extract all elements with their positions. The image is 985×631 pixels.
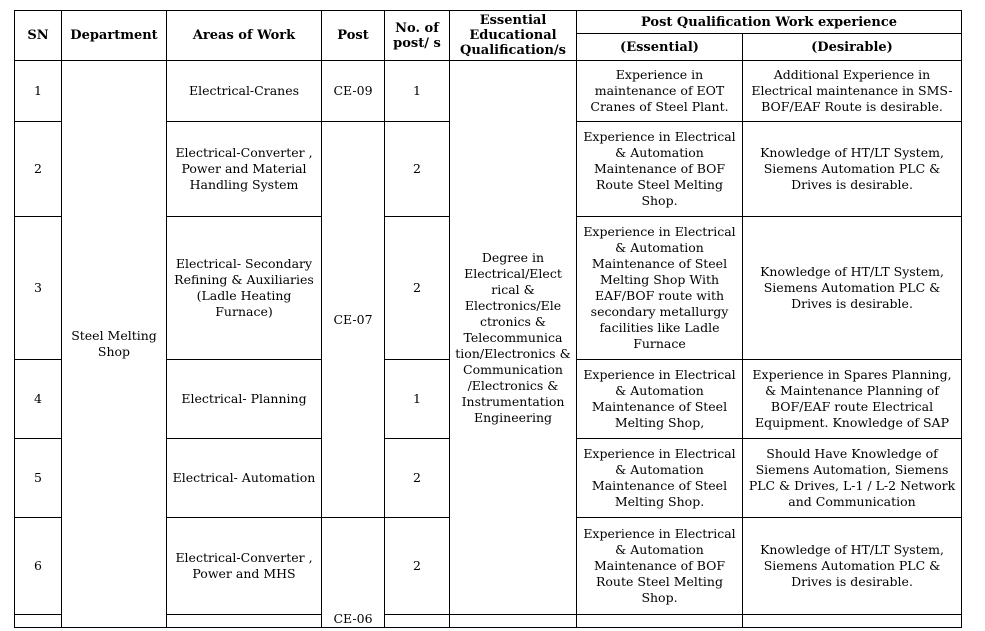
cell-desirable: Knowledge of HT/LT System, Siemens Automation PLC & Drives is desirable. — [743, 217, 962, 360]
cell-area: Electrical- Planning — [167, 360, 322, 439]
cell-sn: 6 — [15, 518, 62, 615]
cell-essential: Experience in Electrical & Automation Maintenance of Steel Melting Shop, — [577, 360, 743, 439]
header-areas-of-work: Areas of Work — [167, 11, 322, 61]
cell-count: 1 — [385, 360, 450, 439]
cell-sn: 3 — [15, 217, 62, 360]
cell-department: Steel Melting Shop — [62, 61, 167, 628]
cell-count: 2 — [385, 217, 450, 360]
header-desirable: (Desirable) — [743, 34, 962, 61]
cell-essential: Experience in Electrical & Automation Maintenance of Steel Melting Shop With EAF/BOF route with secondary metallurgy facilities like Ladle Furnace — [577, 217, 743, 360]
cell-desirable: Knowledge of HT/LT System, Siemens Automation PLC & Drives is desirable. — [743, 518, 962, 615]
header-qualification: Essential Educational Qualification/s — [450, 11, 577, 61]
cell-qualification — [450, 615, 577, 628]
cell-count: 2 — [385, 122, 450, 217]
header-experience-group: Post Qualification Work experience — [577, 11, 962, 34]
cell-sn: 4 — [15, 360, 62, 439]
cell-sn: 1 — [15, 61, 62, 122]
cell-area: Electrical-Converter , Power and Material Handling System — [167, 122, 322, 217]
cell-count: 1 — [385, 61, 450, 122]
cell-desirable: Knowledge of HT/LT System, Siemens Automation PLC & Drives is desirable. — [743, 122, 962, 217]
cell-desirable — [743, 615, 962, 628]
header-sn: SN — [15, 11, 62, 61]
cell-sn: 2 — [15, 122, 62, 217]
recruitment-table — [14, 10, 962, 628]
cell-area: Electrical- Secondary Refining & Auxiliaries (Ladle Heating Furnace) — [167, 217, 322, 360]
header-department: Department — [62, 11, 167, 61]
header-post: Post — [322, 11, 385, 61]
table-row — [15, 61, 962, 122]
header-essential: (Essential) — [577, 34, 743, 61]
cell-qualification: Degree in Electrical/Elect rical & Electronics/Ele ctronics & Telecommunica tion/Electronics & Communication /Electronics & Instrumentation Engineering — [450, 61, 577, 615]
cell-essential: Experience in Electrical & Automation Maintenance of BOF Route Steel Melting Shop. — [577, 122, 743, 217]
cell-post: CE-09 — [322, 61, 385, 122]
cell-essential: Experience in Electrical & Automation Maintenance of BOF Route Steel Melting Shop. — [577, 518, 743, 615]
cell-post: CE-06 — [322, 518, 385, 628]
cell-desirable: Experience in Spares Planning, & Maintenance Planning of BOF/EAF route Electrical Equipment. Knowledge of SAP — [743, 360, 962, 439]
cell-desirable: Should Have Knowledge of Siemens Automation, Siemens PLC & Drives, L-1 / L-2 Network and Communication — [743, 439, 962, 518]
cell-sn — [15, 615, 62, 628]
cell-count: 2 — [385, 439, 450, 518]
cell-sn: 5 — [15, 439, 62, 518]
cell-count: 2 — [385, 518, 450, 615]
cell-essential: Experience in Electrical & Automation Maintenance of Steel Melting Shop. — [577, 439, 743, 518]
cell-post: CE-07 — [322, 122, 385, 518]
header-number-of-posts: No. of post/ s — [385, 11, 450, 61]
cell-area: Electrical- Automation — [167, 439, 322, 518]
cell-essential: Experience in maintenance of EOT Cranes of Steel Plant. — [577, 61, 743, 122]
cell-desirable: Additional Experience in Electrical maintenance in SMS-BOF/EAF Route is desirable. — [743, 61, 962, 122]
cell-area: Electrical-Converter , Power and MHS — [167, 518, 322, 615]
cell-area — [167, 615, 322, 628]
cell-area: Electrical-Cranes — [167, 61, 322, 122]
cell-essential — [577, 615, 743, 628]
cell-count — [385, 615, 450, 628]
